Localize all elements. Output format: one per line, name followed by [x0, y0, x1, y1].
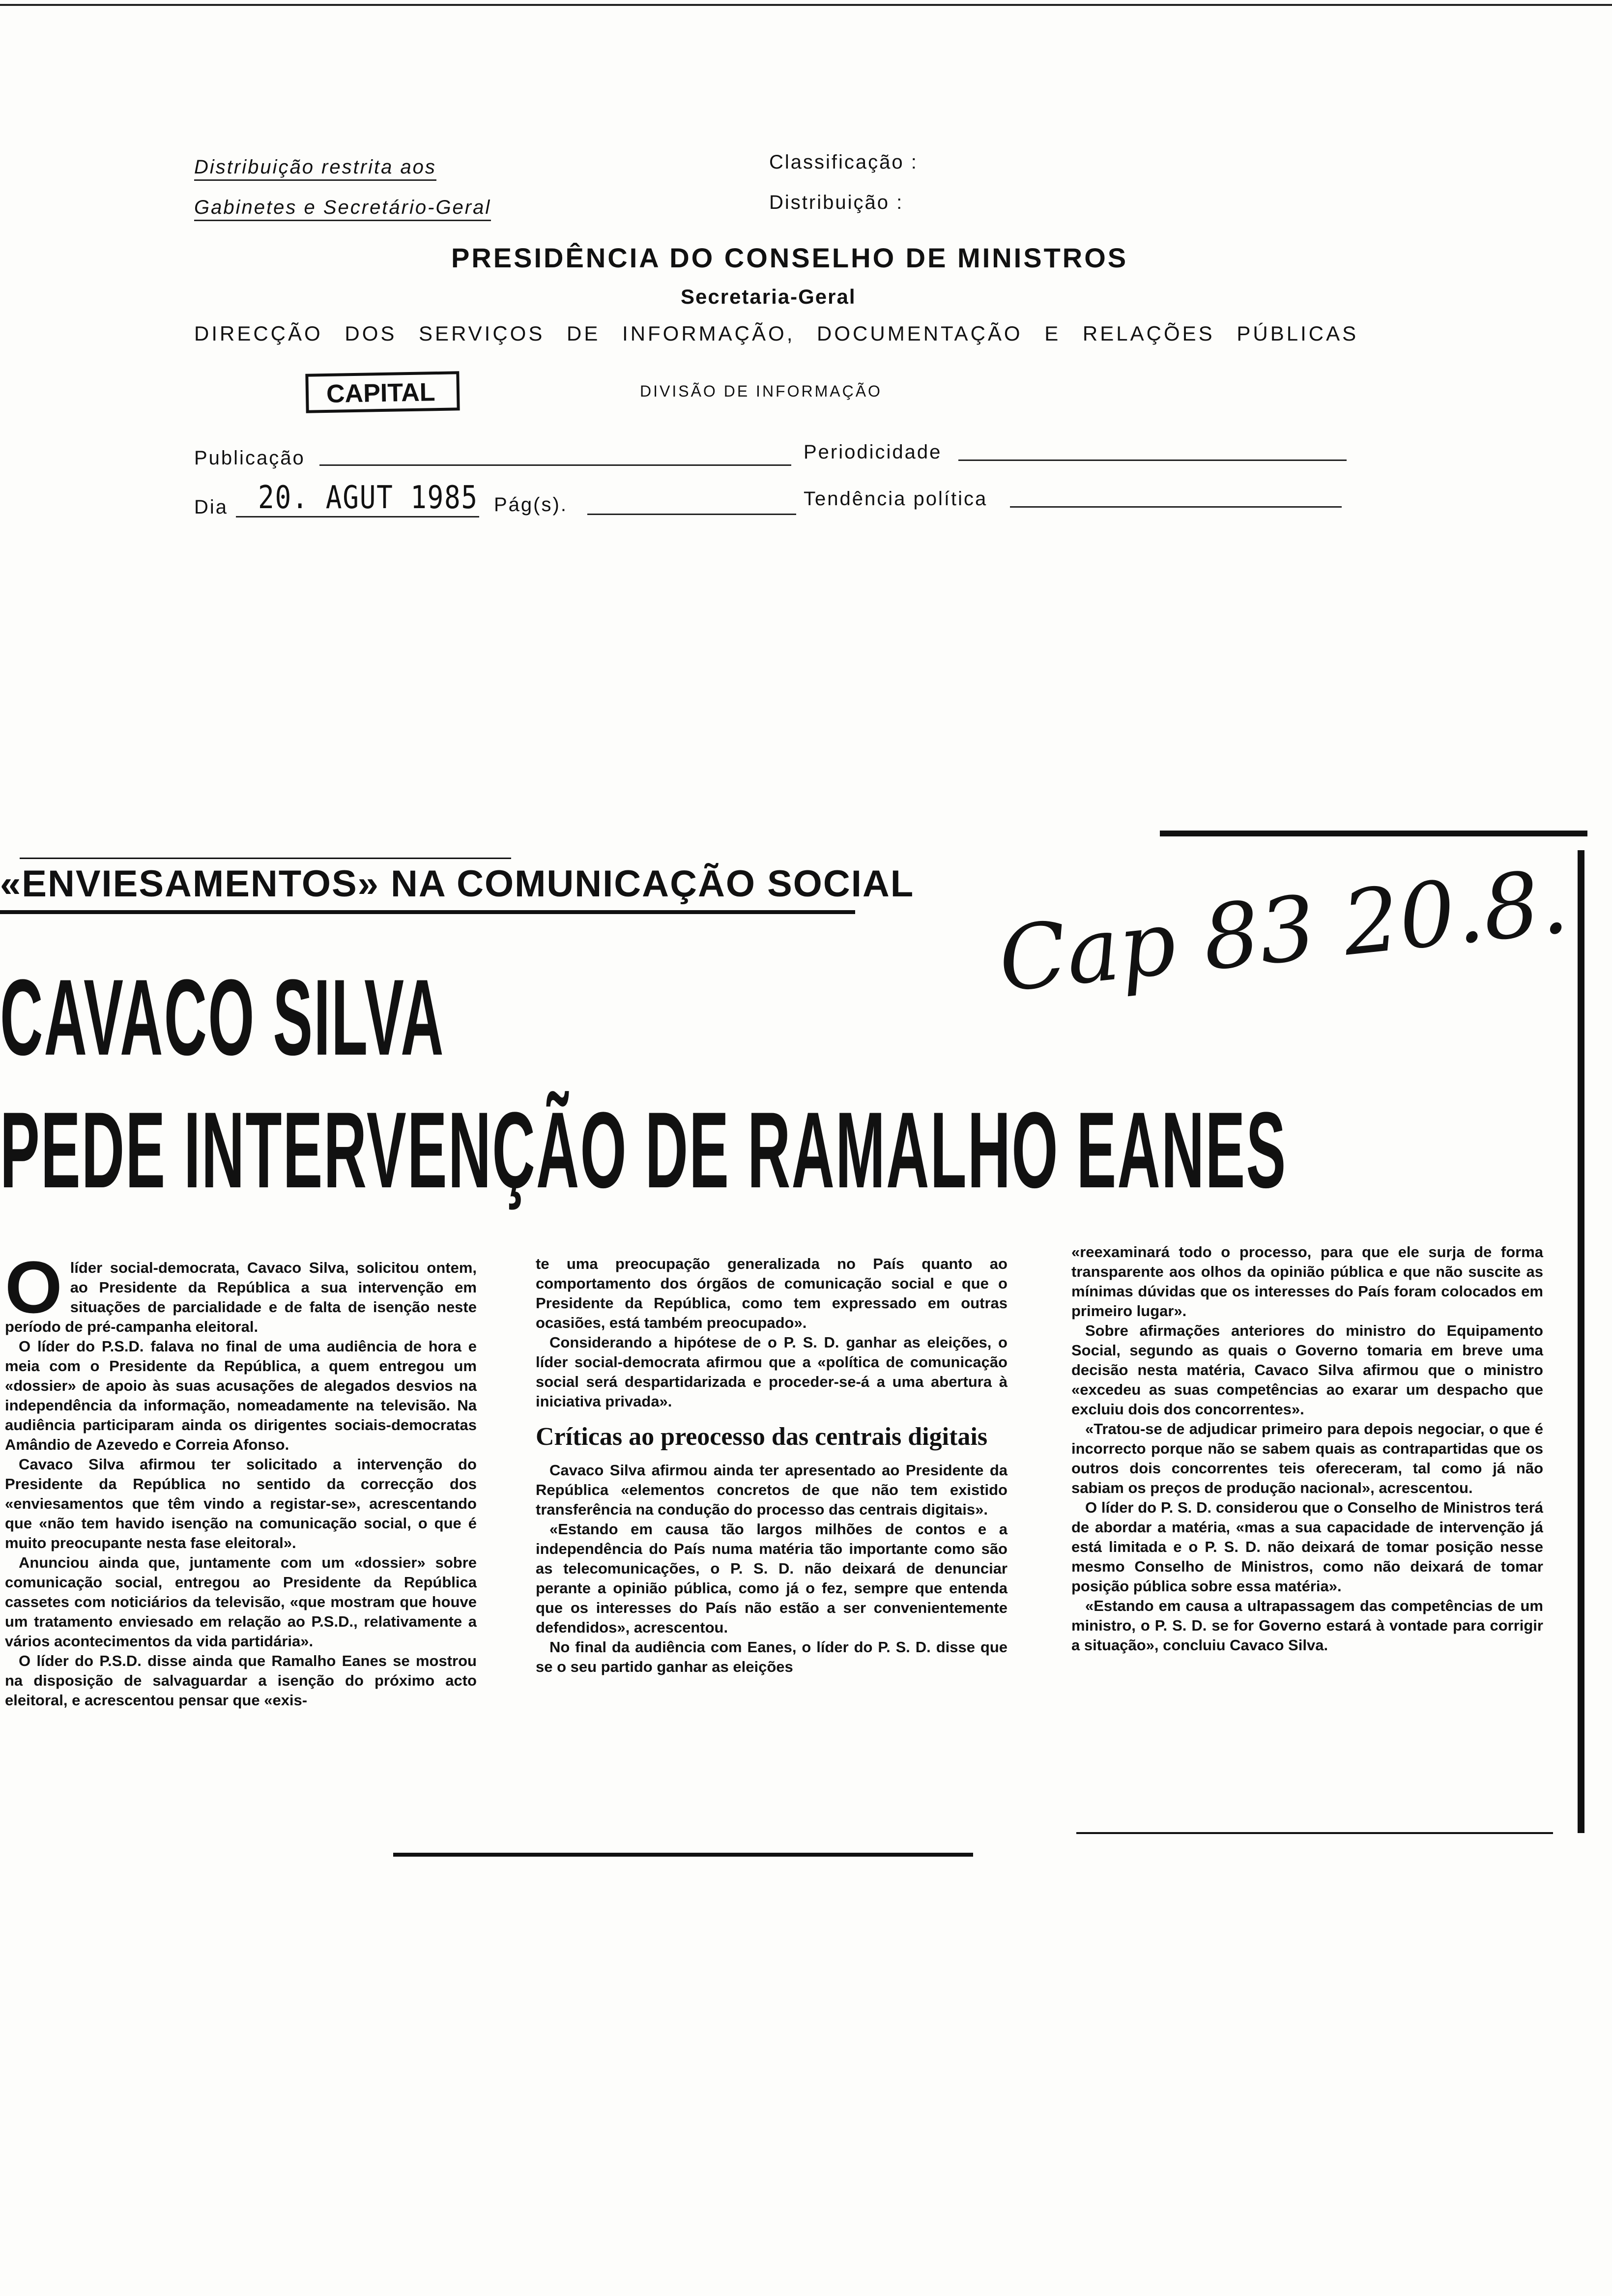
paragraph: No final da audiência com Eanes, o líder do P. S. D. disse que se o seu partido ganhar as eleições — [536, 1638, 1008, 1675]
headline-line-2: PEDE INTERVENÇÃO DE RAMALHO EANES — [0, 1090, 1287, 1210]
paragraph: Cavaco Silva afirmou ainda ter apresentado ao Presidente da República «elementos concretos de que não tem existido transferência na condução do processo das centrais digitais». — [536, 1462, 1008, 1518]
presidency-title: PRESIDÊNCIA DO CONSELHO DE MINISTROS — [451, 242, 1128, 273]
clipping-bottom-rule — [393, 1853, 973, 1857]
clipping-right-edge — [1578, 850, 1584, 1833]
article-column-1 — [5, 1246, 477, 1710]
paragraph: te uma preocupação generalizada no País quanto ao comportamento dos órgãos de comunicação social e que o Presidente da República, como tem expressado em outras ocasiões, está também preocupado». — [536, 1255, 1008, 1331]
paragraph: Considerando a hipótese de o P. S. D. ganhar as eleições, o líder social-democrata afirmou que a «política de comunicação social será despartidarizada e proceder-se-á a uma abertura à iniciativa privada». — [536, 1334, 1008, 1410]
political-tendency-label: Tendência política — [804, 488, 988, 510]
secretariat-title: Secretaria-Geral — [681, 285, 856, 308]
top-border-rule — [0, 4, 1612, 6]
article-column-2 — [536, 1254, 1008, 1677]
paragraph: O líder do P. S. D. considerou que o Conselho de Ministros terá de abordar a matéria, «mas a sua capacidade de intervenção já está limitada e o P. S. D. não deixará de tomar posição nesse mesmo Conselho de Ministros, como não deixará de tomar posição pública sobre essa matéria». — [1071, 1499, 1543, 1595]
paragraph: O líder do P.S.D. falava no final de uma audiência de hora e meia com o Presidente da República, a quem entregou um «dossier» de apoio às suas acusações de alegados desvios na independência da informação, nomeadamente na televisão. Na audiência participaram ainda os dirigentes sociais-democratas Amândio de Azevedo e Correia Afonso. — [5, 1338, 477, 1453]
capital-stamp: CAPITAL — [305, 371, 460, 413]
headline-line-1: CAVACO SILVA — [0, 957, 445, 1078]
article-kicker: «ENVIESAMENTOS» NA COMUNICAÇÃO SOCIAL — [0, 863, 915, 905]
date-value: 20. AGUT 1985 — [258, 480, 478, 516]
date-field — [236, 516, 479, 517]
political-tendency-field — [1010, 506, 1342, 508]
column-3-bottom-rule — [1076, 1832, 1553, 1834]
paragraph: «reexaminará todo o processo, para que ele surja de forma transparente aos olhos da opinião pública e que não suscite as mínimas dúvidas que os interesses do País foram colocados em primeiro lugar». — [1071, 1243, 1543, 1320]
paragraph: «Estando em causa a ultrapassagem das competências de um ministro, o P. S. D. se for Governo estará à vontade para corrigir a situação», concluiu Cavaco Silva. — [1071, 1597, 1543, 1654]
publication-field — [319, 464, 791, 466]
directorate-title: DIRECÇÃO DOS SERVIÇOS DE INFORMAÇÃO, DOCUMENTAÇÃO E RELAÇÕES PÚBLICAS — [194, 322, 1359, 345]
clipping-top-right-rule — [1160, 831, 1587, 836]
section-subheading: Críticas ao preocesso das centrais digitais — [536, 1423, 988, 1451]
kicker-underline — [0, 910, 855, 914]
day-label: Dia — [194, 496, 229, 518]
division-title: DIVISÃO DE INFORMAÇÃO — [640, 382, 882, 400]
pages-field — [587, 514, 796, 515]
publication-label: Publicação — [194, 447, 305, 469]
distribution-label: Distribuição : — [769, 192, 904, 213]
paragraph: «Tratou-se de adjudicar primeiro para depois negociar, o que é incorrecto porque não se sabem quais as contrapartidas que os outros dois concorrentes teis ofereceram, tal como já não sabiam os preços de produção nacional», acrescentou. — [1071, 1420, 1543, 1496]
periodicity-label: Periodicidade — [804, 441, 942, 463]
paragraph: líder social-democrata, Cavaco Silva, solicitou ontem, ao Presidente da República a sua intervenção em situações de parcialidade e de falta de isenção neste período de pré-campanha eleitoral. — [5, 1259, 477, 1335]
drop-cap: O — [5, 1246, 62, 1328]
classification-label: Classificação : — [769, 151, 918, 173]
periodicity-field — [958, 459, 1347, 461]
article-column-3 — [1071, 1242, 1543, 1655]
distribution-line-2: Gabinetes e Secretário-Geral — [194, 197, 491, 221]
paragraph: «Estando em causa tão largos milhões de contos e a independência do País numa matéria tão importante como são as telecomunicações, o P. S. D. não deixará de denunciar perante a opinião pública, como já o fez, sempre que entenda que os interesses do País não estão a ser convenientemente defendidos», acrescentou. — [536, 1521, 1008, 1636]
kicker-top-rule — [20, 858, 511, 859]
handwritten-annotation: Cap 83 20.8. — [994, 850, 1573, 1012]
paragraph: Sobre afirmações anteriores do ministro do Equipamento Social, segundo as quais o Governo tomaria em breve uma decisão nesta matéria, Cavaco Silva afirmou que o ministro «excedeu as suas competências ao exarar um despacho que excluiu dois dos concorrentes». — [1071, 1322, 1543, 1418]
paragraph: Cavaco Silva afirmou ter solicitado a intervenção do Presidente da República no sentido da correcção dos «enviesamentos que têm vindo a registar-se», acrescentando que «não tem havido isenção na comunicação social, o que é muito preocupante nesta fase eleitoral». — [5, 1456, 477, 1551]
pages-label: Pág(s). — [494, 494, 568, 516]
distribution-line-1: Distribuição restrita aos — [194, 156, 436, 181]
paragraph: Anunciou ainda que, juntamente com um «dossier» sobre comunicação social, entregou ao Presidente da República cassetes com noticiários da televisão, «que mostram que houve um tratamento enviesado em relação ao P.S.D., relativamente a vários acontecimentos da vida partidária». — [5, 1554, 477, 1650]
paragraph: O líder do P.S.D. disse ainda que Ramalho Eanes se mostrou na disposição de salvaguardar a isenção do próximo acto eleitoral, e acrescentou pensar que «exis- — [5, 1652, 477, 1709]
